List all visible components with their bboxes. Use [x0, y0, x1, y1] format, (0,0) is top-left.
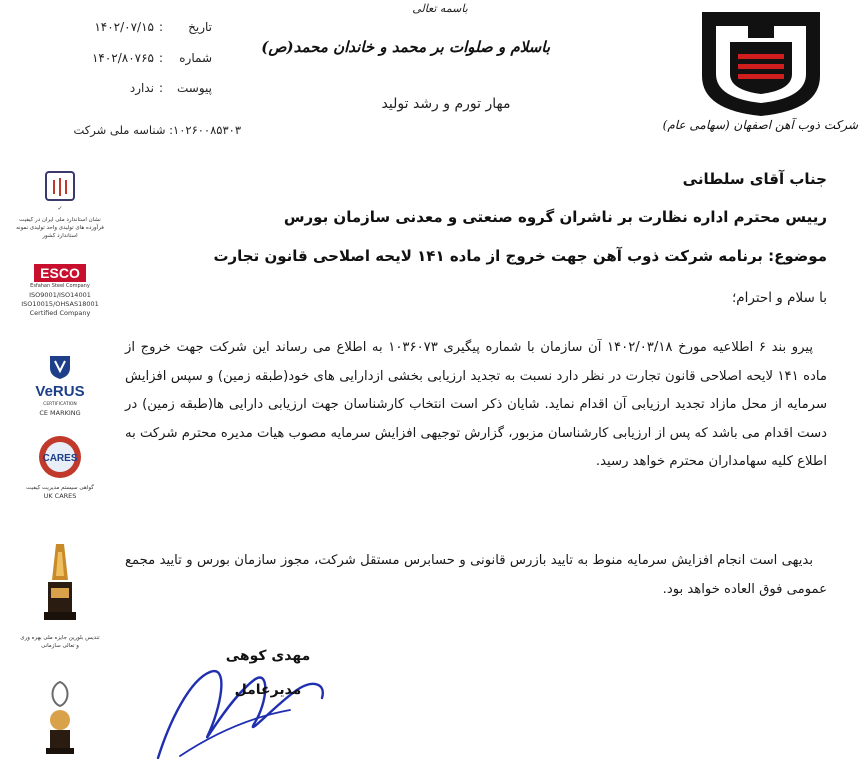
- signer-title: مدیرعامل: [234, 682, 302, 698]
- letter-paragraph-1: پیرو بند ۶ اطلاعیه مورخ ۱۴۰۲/۰۳/۱۸ آن سازمان با شماره پیگیری ۱۰۳۶۰۷۳ به اطلاع می رساند این شرکت جهت خروج از ماده ۱۴۱ لایحه اصلاحی قانون تجارت در نظر دارد نسبت به تجدید ارزیابی بخشی ازدارایی های خود(طبقه زمین) و سپس افزایش سرمایه از محل مازاد تجدید ارزیابی آن اقدام نماید. شایان ذکر است انتخاب کارشناسان جهت ارزیابی دارایی ها(طبقه زمین) در دست اقدام می باشد که پس از ارزیابی کارشناسان مزبور، گزارش توجیهی افزایش سرمایه مصوب هیات مدیره محترم شرکت به اطلاع کلیه سهامداران محترم خواهد رسید.: [125, 340, 827, 469]
- award-statue-icon: [28, 676, 92, 756]
- number-value: ۱۴۰۲/۸۰۷۶۵: [91, 51, 154, 65]
- verus-shield-icon: [20, 354, 100, 380]
- uk-cares-caption: گواهی سیستم مدیریت کیفیت: [26, 485, 94, 491]
- signer-name: مهدی کوهی: [225, 648, 311, 664]
- esco-line-1: ISO9001/ISO14001: [29, 291, 91, 299]
- salawat-line: باسلام و صلوات بر محمد و خاندان محمد(ص): [261, 38, 550, 56]
- national-id: ۱۰۲۶۰۰۸۵۳۰۳: شناسه ملی شرکت: [73, 123, 241, 137]
- cert-uk-cares: [20, 434, 100, 501]
- attachment-value: ندارد: [129, 81, 154, 95]
- cert-national-standard: [16, 168, 104, 240]
- letter-subject: موضوع: برنامه شرکت ذوب آهن جهت خروج از ماده ۱۴۱ لایحه اصلاحی قانون تجارت: [213, 247, 827, 265]
- company-name: شرکت ذوب آهن اصفهان (سهامی عام): [662, 118, 858, 132]
- number-row: شماره:۱۴۰۲/۸۰۷۶۵: [91, 51, 212, 65]
- bismillah: باسمه تعالی: [412, 2, 468, 15]
- greeting: با سلام و احترام؛: [731, 290, 827, 306]
- cert-productivity-award: [20, 540, 100, 650]
- verus-logo: VeRUS: [35, 383, 85, 400]
- esco-line-2: ISO10015/OHSAS18001: [21, 300, 99, 308]
- trophy-icon: [20, 540, 100, 630]
- slogan: مهار تورم و رشد تولید: [381, 96, 511, 112]
- productivity-award-caption: تندیس بلورین جایزه ملی بهره وری و تعالی سازمانی: [20, 635, 100, 649]
- verus-line-1: CE MARKING: [39, 409, 81, 417]
- recipient-title: رییس محترم اداره نظارت بر ناشران گروه صنعتی و معدنی سازمان بورس: [283, 208, 827, 226]
- verus-sub: CERTIFICATION: [43, 402, 77, 407]
- date-value: ۱۴۰۲/۰۷/۱۵: [94, 20, 154, 34]
- company-logo: [696, 6, 826, 118]
- recipient-name: جناب آقای سلطانی: [682, 170, 827, 188]
- date-label: تاریخ: [188, 20, 212, 34]
- date-row: تاریخ:۱۴۰۲/۰۷/۱۵: [94, 20, 212, 34]
- esco-sub: Esfahan Steel Company: [30, 283, 90, 289]
- cert-second-award: [28, 676, 92, 756]
- national-standard-caption: نشان استاندارد ملی ایران در کیفیت فرآورده های تولیدی واحد تولیدی نمونه استاندارد کشور: [16, 217, 104, 239]
- cares-logo-text: CARES: [42, 453, 78, 464]
- cert-esco: [14, 264, 106, 318]
- svg-text:✓: ✓: [57, 205, 63, 212]
- esfahan-steel-logo-icon: [696, 6, 826, 118]
- esco-line-3: Certified Company: [29, 309, 91, 317]
- number-label: شماره: [179, 51, 212, 65]
- uk-cares-line-1: UK CARES: [43, 492, 77, 500]
- attachment-row: پیوست:ندارد: [129, 81, 212, 95]
- esco-logo: ESCO: [34, 264, 86, 282]
- cares-badge-icon: [20, 434, 100, 480]
- cert-verus: [20, 354, 100, 418]
- attachment-label: پیوست: [177, 81, 212, 95]
- standard-mark-icon: [16, 168, 104, 212]
- letter-paragraph-2: بدیهی است انجام افزایش سرمایه منوط به تایید بازرس قانونی و حسابرس مستقل شرکت، مجوز سازمان بورس و تایید مجمع عمومی فوق العاده خواهد بود.: [125, 553, 827, 597]
